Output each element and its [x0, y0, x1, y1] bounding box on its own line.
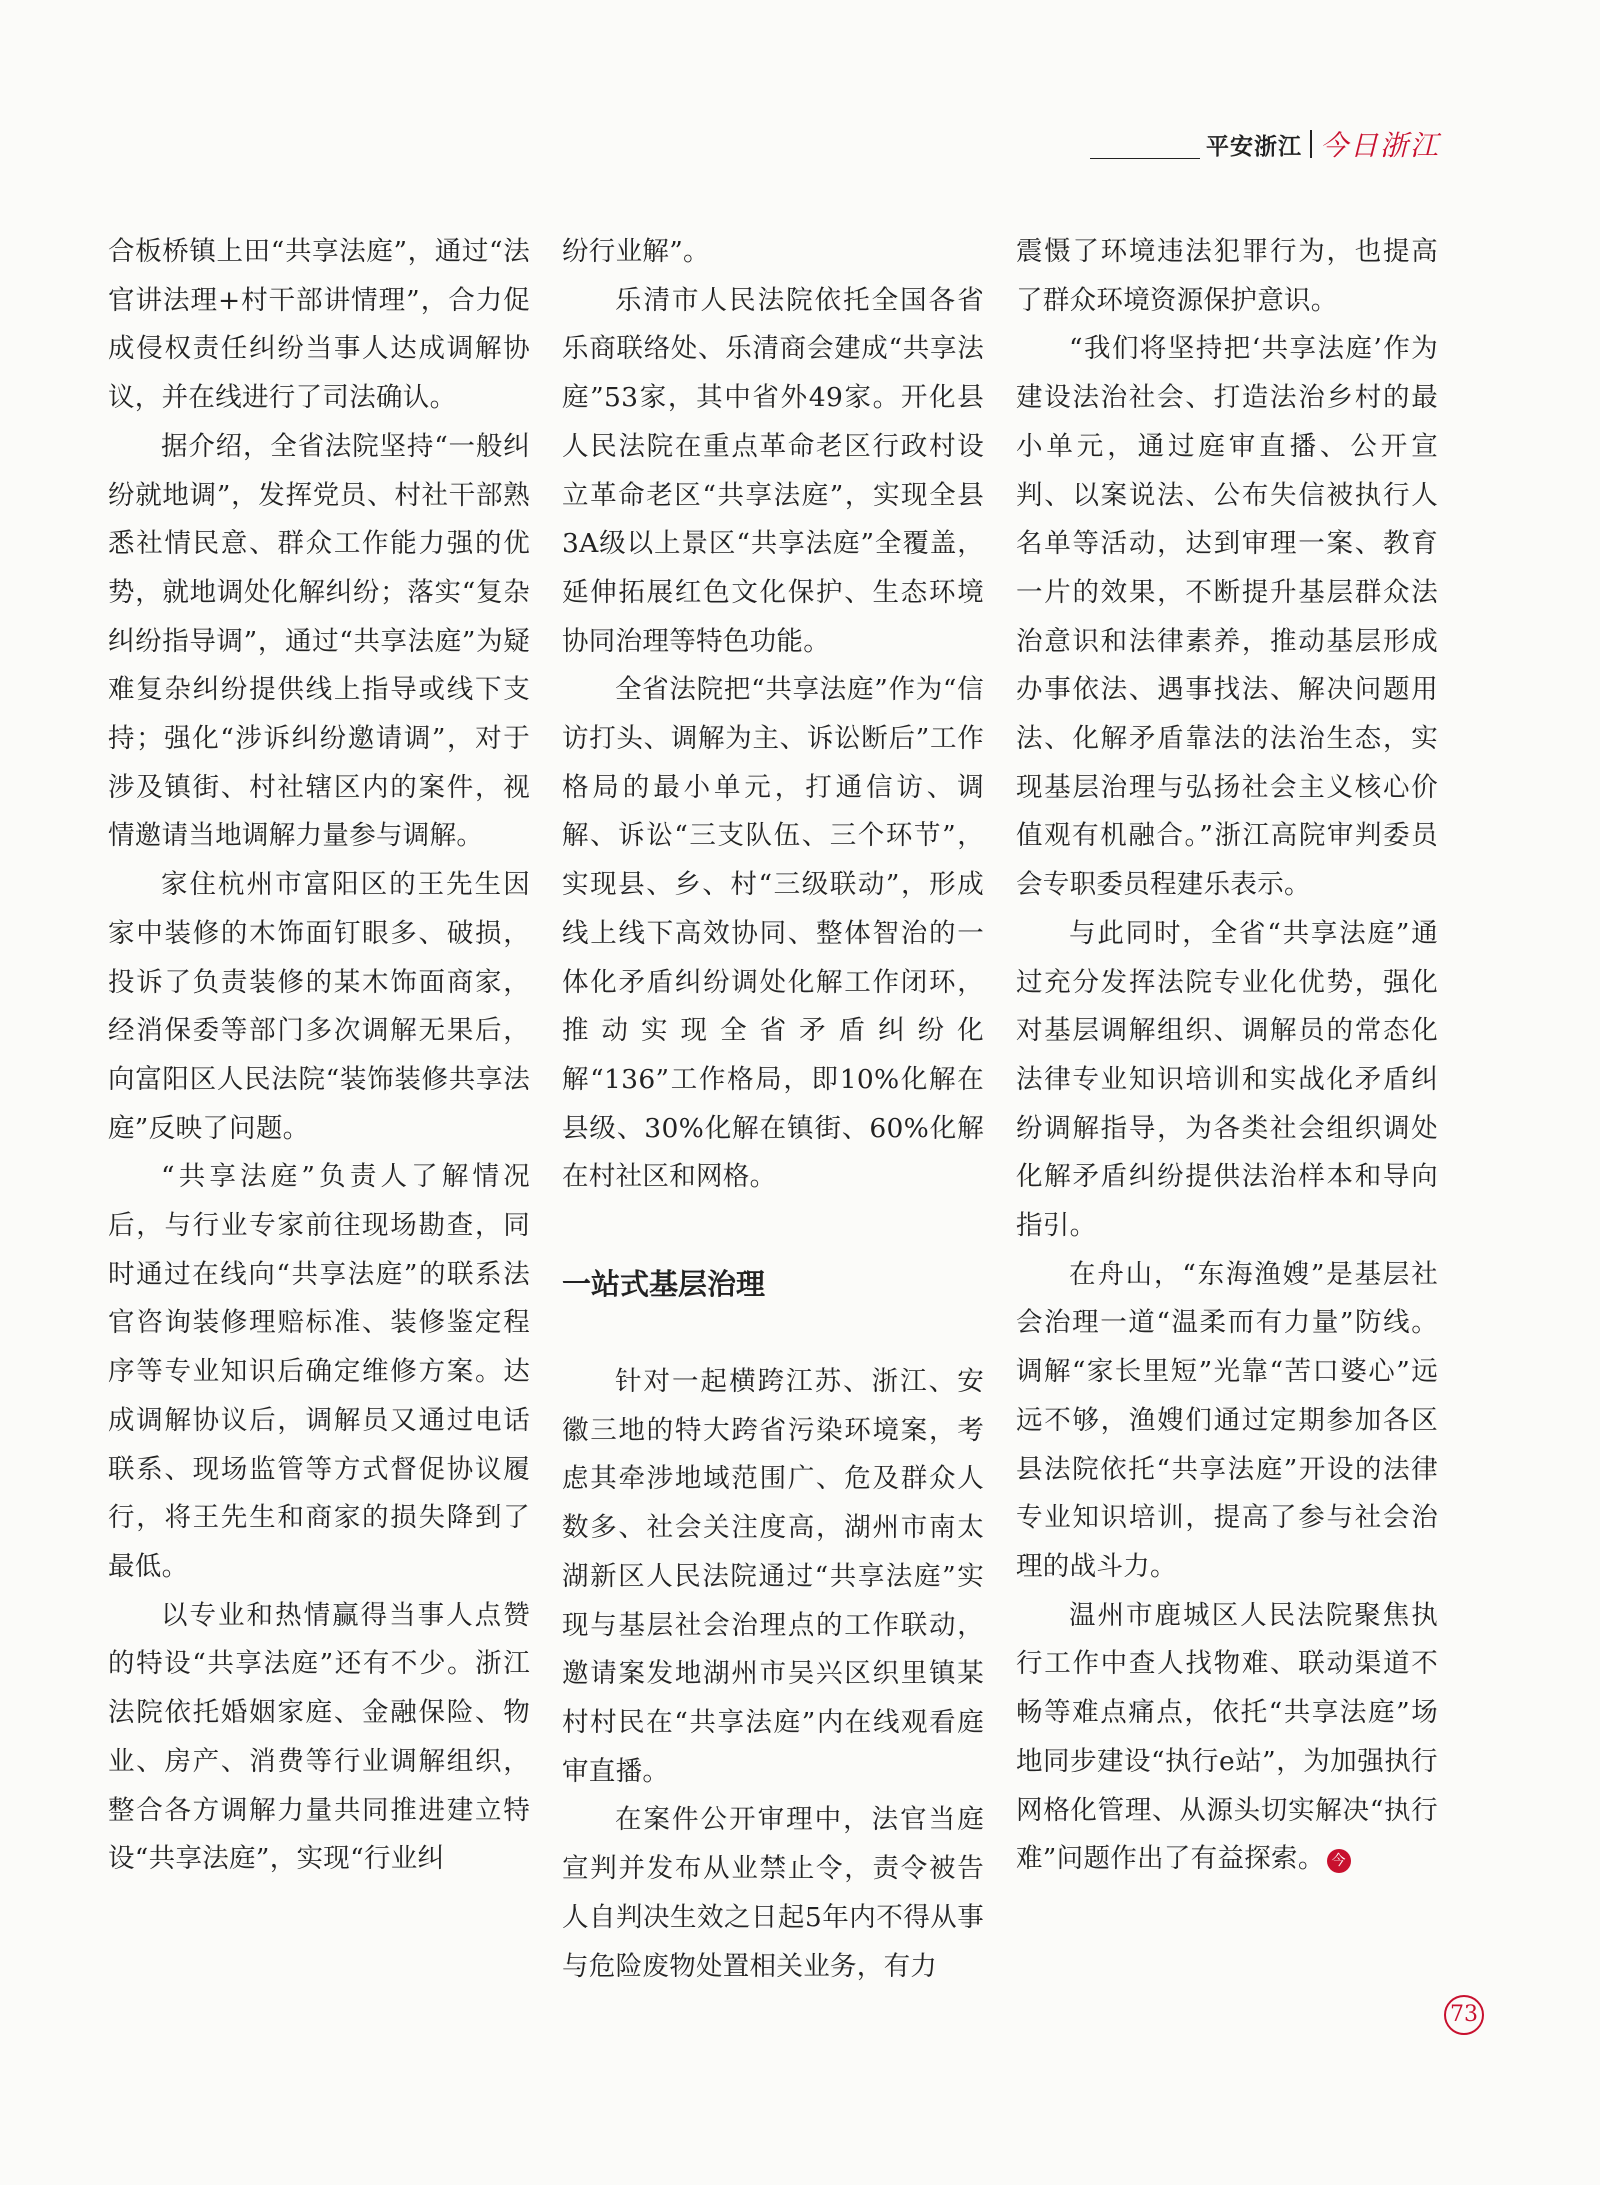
- article-column-1: [108, 228, 530, 1884]
- section-heading: 一站式基层治理: [562, 1267, 766, 1302]
- magazine-logo: 今日浙江: [1319, 129, 1440, 162]
- article-column-2: [562, 228, 984, 1991]
- paragraph: 乐清市人民法院依托全国各省乐商联络处、乐清商会建成“共享法庭”53家，其中省外49家。开化县人民法院在重点革命老区行政村设立革命老区“共享法庭”，实现全县3A级以上景区“共享法庭”全覆盖，延伸拓展红色文化保护、生态环境协同治理等特色功能。: [562, 284, 984, 657]
- header-rule: [1090, 158, 1200, 159]
- page-header: [1090, 124, 1440, 164]
- paragraph: 家住杭州市富阳区的王先生因家中装修的木饰面钉眼多、破损，投诉了负责装修的某木饰面商家，经消保委等部门多次调解无果后，向富阳区人民法院“装饰装修共享法庭”反映了问题。: [108, 869, 530, 1144]
- end-mark-icon: 今: [1327, 1849, 1351, 1873]
- paragraph: “共享法庭”负责人了解情况后，与行业专家前往现场勘查，同时通过在线向“共享法庭”的联系法官咨询装修理赔标准、装修鉴定程序等专业知识后确定维修方案。达成调解协议后，调解员又通过电话联系、现场监管等方式督促协议履行，将王先生和商家的损失降到了最低。: [108, 1161, 530, 1582]
- paragraph: 据介绍，全省法院坚持“一般纠纷就地调”，发挥党员、村社干部熟悉社情民意、群众工作能力强的优势，就地调处化解纠纷；落实“复杂纠纷指导调”，通过“共享法庭”为疑难复杂纠纷提供线上指导或线下支持；强化“涉诉纠纷邀请调”，对于涉及镇街、村社辖区内的案件，视情邀请当地调解力量参与调解。: [108, 430, 530, 852]
- header-separator: [1310, 130, 1312, 158]
- paragraph: 在舟山，“东海渔嫂”是基层社会治理一道“温柔而有力量”防线。调解“家长里短”光靠“苦口婆心”远远不够，渔嫂们通过定期参加各区县法院依托“共享法庭”开设的法律专业知识培训，提高了参与社会治理的战斗力。: [1016, 1258, 1438, 1582]
- paragraph: 全省法院把“共享法庭”作为“信访打头、调解为主、诉讼断后”工作格局的最小单元，打通信访、调解、诉讼“三支队伍、三个环节”，实现县、乡、村“三级联动”，形成线上线下高效协同、整体智治的一体化矛盾纠纷调处化解工作闭环，推动实现全省矛盾纠纷化解“136”工作格局，即10%化解在县级、30%化解在镇街、60%化解在村社区和网格。: [562, 674, 984, 1193]
- paragraph: 针对一起横跨江苏、浙江、安徽三地的特大跨省污染环境案，考虑其牵涉地域范围广、危及群众人数多、社会关注度高，湖州市南太湖新区人民法院通过“共享法庭”实现与基层社会治理点的工作联动，邀请案发地湖州市吴兴区织里镇某村村民在“共享法庭”内在线观看庭审直播。: [562, 1366, 984, 1787]
- paragraph: 在案件公开审理中，法官当庭宣判并发布从业禁止令，责令被告人自判决生效之日起5年内不得从事与危险废物处置相关业务，有力: [562, 1804, 984, 1982]
- paragraph: 纷行业解”。: [562, 236, 710, 267]
- paragraph: 震慑了环境违法犯罪行为，也提高了群众环境资源保护意识。: [1016, 236, 1438, 316]
- paragraph: 合板桥镇上田“共享法庭”，通过“法官讲法理+村干部讲情理”，合力促成侵权责任纠纷当事人达成调解协议，并在线进行了司法确认。: [108, 236, 530, 414]
- header-section-title: 平安浙江: [1205, 133, 1302, 160]
- paragraph-text: 温州市鹿城区人民法院聚焦执行工作中查人找物难、联动渠道不畅等难点痛点，依托“共享法庭”场地同步建设“执行e站”，为加强执行网格化管理、从源头切实解决“执行难”问题作出了有益探索。: [1016, 1599, 1438, 1875]
- paragraph: 与此同时，全省“共享法庭”通过充分发挥法院专业化优势，强化对基层调解组织、调解员的常态化法律专业知识培训和实战化矛盾纠纷调解指导，为各类社会组织调处化解矛盾纠纷提供法治样本和导向指引。: [1016, 917, 1438, 1242]
- paragraph-last: [1016, 1592, 1438, 1884]
- paragraph: 以专业和热情赢得当事人点赞的特设“共享法庭”还有不少。浙江法院依托婚姻家庭、金融保险、物业、房产、消费等行业调解组织，整合各方调解力量共同推进建立特设“共享法庭”，实现“行业纠: [108, 1599, 530, 1875]
- paragraph: “我们将坚持把‘共享法庭’作为建设法治社会、打造法治乡村的最小单元，通过庭审直播、公开宣判、以案说法、公布失信被执行人名单等活动，达到审理一案、教育一片的效果，不断提升基层群众法治意识和法律素养，推动基层形成办事依法、遇事找法、解决问题用法、化解矛盾靠法的法治生态，实现基层治理与弘扬社会主义核心价值观有机融合。”浙江高院审判委员会专职委员程建乐表示。: [1016, 333, 1438, 901]
- page-number: 73: [1444, 1995, 1484, 2035]
- article-column-3: [1016, 228, 1438, 1884]
